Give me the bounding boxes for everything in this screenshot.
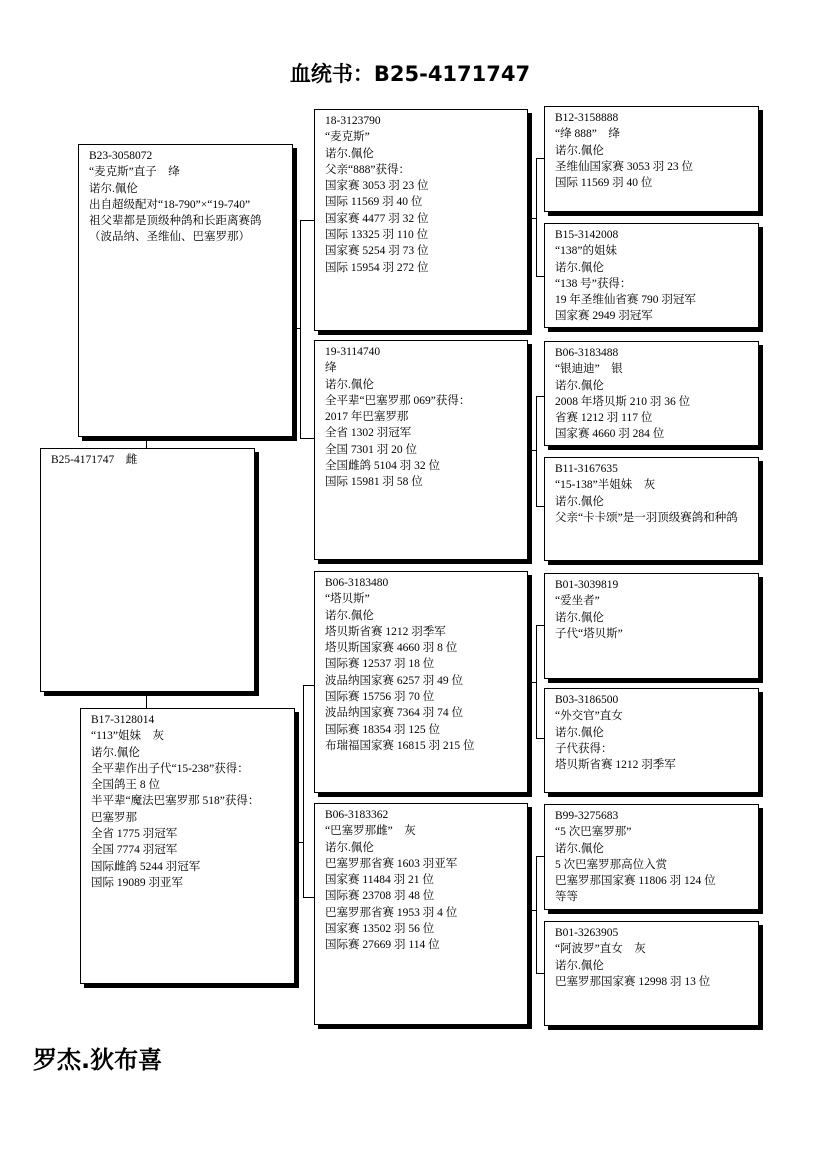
pedigree-line: 全平辈“巴塞罗那 069”获得：	[325, 394, 471, 407]
pedigree-line: 诺尔.佩伦	[555, 726, 604, 739]
pedigree-line: 诺尔.佩伦	[91, 746, 140, 759]
pedigree-line: 国家赛 3053 羽 23 位	[325, 180, 429, 193]
ring-number: B12-3158888	[555, 112, 619, 124]
connector-line	[536, 738, 544, 739]
pedigree-line: 诺尔.佩伦	[555, 379, 604, 392]
pigeon-box	[40, 448, 255, 692]
dam-sire-sire-box	[544, 573, 759, 679]
pedigree-line: “银迪迪” 银	[555, 363, 623, 376]
connector-line	[295, 842, 303, 843]
pedigree-line: “138 号”获得：	[555, 277, 632, 290]
pedigree-line: 国家赛 2949 羽冠军	[555, 310, 653, 323]
connector-line	[528, 218, 536, 219]
pedigree-line: “138”的姐妹	[555, 245, 617, 258]
ring-number: B11-3167635	[555, 463, 618, 475]
pedigree-line: 全省 1775 羽冠军	[91, 828, 178, 841]
ring-number: 18-3123790	[325, 115, 381, 127]
ring-number: B06-3183362	[325, 809, 389, 821]
connector-line	[300, 220, 314, 221]
pedigree-line: “巴塞罗那雌” 灰	[325, 825, 416, 838]
pedigree-line: 祖父辈都是顶级种鸽和长距离赛鸽	[89, 215, 262, 228]
dam-box	[80, 708, 295, 984]
pedigree-line: 塔贝斯省赛 1212 羽季军	[555, 759, 676, 772]
ring-number: B99-3275683	[555, 810, 619, 822]
connector-line	[303, 685, 304, 897]
pedigree-note: 父亲“卡卡颂”是一羽顶级赛鸽和种鸽	[555, 511, 738, 524]
pedigree-line: 等等	[555, 891, 578, 904]
pedigree-line: 国家赛 4660 羽 284 位	[555, 428, 665, 441]
pedigree-line: “15-138”半姐妹 灰	[555, 479, 656, 492]
breeder-name: 罗杰.狄布喜	[33, 1046, 163, 1074]
pedigree-line: 国际赛 15756 羽 70 位	[325, 691, 435, 704]
pedigree-line: 巴塞罗那省赛 1603 羽亚军	[325, 857, 458, 870]
pedigree-line: 国家赛 4477 羽 32 位	[325, 212, 429, 225]
pedigree-line: 诺尔.佩伦	[555, 611, 604, 624]
pedigree-line: 国际雌鸽 5244 羽冠军	[91, 860, 201, 873]
connector-line	[300, 438, 314, 439]
pedigree-line: “绛 888” 绛	[555, 128, 620, 141]
sire-dam-dam-box	[544, 457, 759, 561]
pedigree-line: 诺尔.佩伦	[325, 609, 374, 622]
pedigree-line: 国际 11569 羽 40 位	[325, 196, 423, 209]
ring-number: B06-3183480	[325, 577, 389, 589]
pedigree-line: 国家赛 5254 羽 73 位	[325, 245, 429, 258]
pedigree-line: “塔贝斯”	[325, 593, 370, 606]
pedigree-line: 诺尔.佩伦	[555, 842, 604, 855]
pedigree-line: 塔贝斯省赛 1212 羽季军	[325, 625, 446, 638]
page-title: 血统书：B25-4171747	[289, 62, 531, 86]
pedigree-line: 全国 7301 羽 20 位	[325, 443, 417, 456]
pedigree-line: 省赛 1212 羽 117 位	[555, 412, 653, 425]
ring-number: B01-3039819	[555, 579, 619, 591]
pedigree-line: 绛	[325, 362, 337, 375]
ring-number: B15-3142008	[555, 229, 619, 241]
pedigree-line: 全国鸽王 8 位	[91, 779, 160, 792]
pedigree-line: 子代获得：	[555, 742, 613, 755]
pedigree-line: 波品纳国家赛 6257 羽 49 位	[325, 674, 463, 687]
pedigree-line: 19 年圣维仙省赛 790 羽冠军	[555, 294, 696, 307]
ring-number: B01-3263905	[555, 927, 619, 939]
pedigree-line: 国家赛 13502 羽 56 位	[325, 923, 435, 936]
connector-line	[536, 396, 544, 397]
pedigree-line: “5 次巴塞罗那”	[555, 826, 632, 839]
pedigree-line: 国际 19089 羽亚军	[91, 876, 183, 889]
pedigree-line: 塔贝斯国家赛 4660 羽 8 位	[325, 642, 458, 655]
pedigree-line: 国际 15954 羽 272 位	[325, 261, 429, 274]
connector-line	[536, 396, 537, 506]
pedigree-line: 国际 13325 羽 110 位	[325, 229, 429, 242]
pedigree-line: 诺尔.佩伦	[325, 378, 374, 391]
sire-box	[78, 144, 293, 437]
pedigree-line: 全国 7774 羽冠军	[91, 844, 178, 857]
connector-line	[528, 682, 536, 683]
connector-line	[146, 692, 147, 708]
pedigree-line: 诺尔.佩伦	[555, 144, 604, 157]
pedigree-line: （波品纳、圣维仙、巴塞罗那）	[89, 231, 250, 244]
sire-dam-box	[314, 340, 528, 560]
sire-dam-sire-box	[544, 341, 759, 446]
ring-number: B25-4171747 雌	[51, 454, 138, 466]
dam-sire-box	[314, 571, 528, 793]
ring-number: B03-3186500	[555, 694, 619, 706]
connector-line	[536, 625, 544, 626]
pedigree-line: 全平辈作出子代“15-238”获得：	[91, 762, 249, 775]
pedigree-line: 子代“塔贝斯”	[555, 627, 623, 640]
pedigree-line: 全国雌鸽 5104 羽 32 位	[325, 460, 440, 473]
ring-number: B23-3058072	[89, 150, 153, 162]
pedigree-line: 国际 15981 羽 58 位	[325, 476, 423, 489]
pedigree-line: 2017 年巴塞罗那	[325, 411, 409, 424]
ring-number: B17-3128014	[91, 714, 155, 726]
connector-line	[146, 437, 147, 448]
pedigree-line: 国际赛 12537 羽 18 位	[325, 658, 435, 671]
pedigree-line: 全省 1302 羽冠军	[325, 427, 412, 440]
pedigree-line: 诺尔.佩伦	[89, 182, 138, 195]
sire-sire-dam-box	[544, 223, 759, 328]
pedigree-line: “爱坐者”	[555, 595, 600, 608]
pedigree-line: 出自超级配对“18-790”×“19-740”	[89, 198, 251, 211]
dam-dam-box	[314, 803, 528, 1025]
sire-sire-box	[314, 109, 528, 331]
pedigree-line: 巴塞罗那	[91, 811, 137, 824]
pedigree-line: 国家赛 11484 羽 21 位	[325, 874, 434, 887]
ring-number: 19-3114740	[325, 346, 381, 358]
pedigree-line: “113”姐妹 灰	[91, 730, 165, 743]
connector-line	[303, 897, 314, 898]
connector-line	[292, 328, 300, 329]
pedigree-line: 国际 11569 羽 40 位	[555, 177, 653, 190]
connector-line	[536, 158, 537, 276]
connector-line	[536, 856, 537, 973]
dam-dam-dam-box	[544, 921, 759, 1026]
pedigree-line: 诺尔.佩伦	[555, 261, 604, 274]
pedigree-line: 巴塞罗那省赛 1953 羽 4 位	[325, 906, 458, 919]
pedigree-line: 波品纳国家赛 7364 羽 74 位	[325, 707, 463, 720]
connector-line	[536, 506, 544, 507]
dam-dam-sire-box	[544, 804, 759, 910]
connector-line	[536, 856, 544, 857]
sire-sire-sire-box	[544, 106, 759, 212]
pedigree-line: “麦克斯”	[325, 131, 370, 144]
ring-number: B06-3183488	[555, 347, 619, 359]
pedigree-line: “外交官”直女	[555, 710, 623, 723]
pedigree-line: 国际赛 23708 羽 48 位	[325, 890, 435, 903]
pedigree-line: 巴塞罗那国家赛 11806 羽 124 位	[555, 875, 716, 888]
connector-line	[536, 158, 544, 159]
connector-line	[528, 910, 536, 911]
connector-line	[300, 220, 301, 438]
pedigree-line: 诺尔.佩伦	[555, 959, 604, 972]
connector-line	[536, 625, 537, 738]
pedigree-line: 巴塞罗那国家赛 12998 羽 13 位	[555, 975, 711, 988]
pedigree-line: 父亲“888”获得：	[325, 163, 410, 176]
pedigree-line: 2008 年塔贝斯 210 羽 36 位	[555, 395, 691, 408]
pedigree-line: 国际赛 18354 羽 125 位	[325, 723, 440, 736]
pedigree-line: 诺尔.佩伦	[555, 495, 604, 508]
pedigree-line: 诺尔.佩伦	[325, 147, 374, 160]
pedigree-line: 诺尔.佩伦	[325, 841, 374, 854]
pedigree-line: 半平辈“魔法巴塞罗那 518”获得：	[91, 795, 260, 808]
connector-line	[528, 450, 536, 451]
pedigree-line: “阿波罗”直女 灰	[555, 943, 646, 956]
pedigree-line: 圣维仙国家赛 3053 羽 23 位	[555, 160, 693, 173]
connector-line	[536, 276, 544, 277]
pedigree-line: 5 次巴塞罗那高位入赏	[555, 858, 668, 871]
dam-sire-dam-box	[544, 688, 759, 793]
pedigree-line: “麦克斯”直子 绛	[89, 166, 180, 179]
pedigree-line: 布瑞福国家赛 16815 羽 215 位	[325, 739, 475, 752]
pedigree-line: 国际赛 27669 羽 114 位	[325, 939, 440, 952]
connector-line	[303, 685, 314, 686]
connector-line	[536, 973, 544, 974]
